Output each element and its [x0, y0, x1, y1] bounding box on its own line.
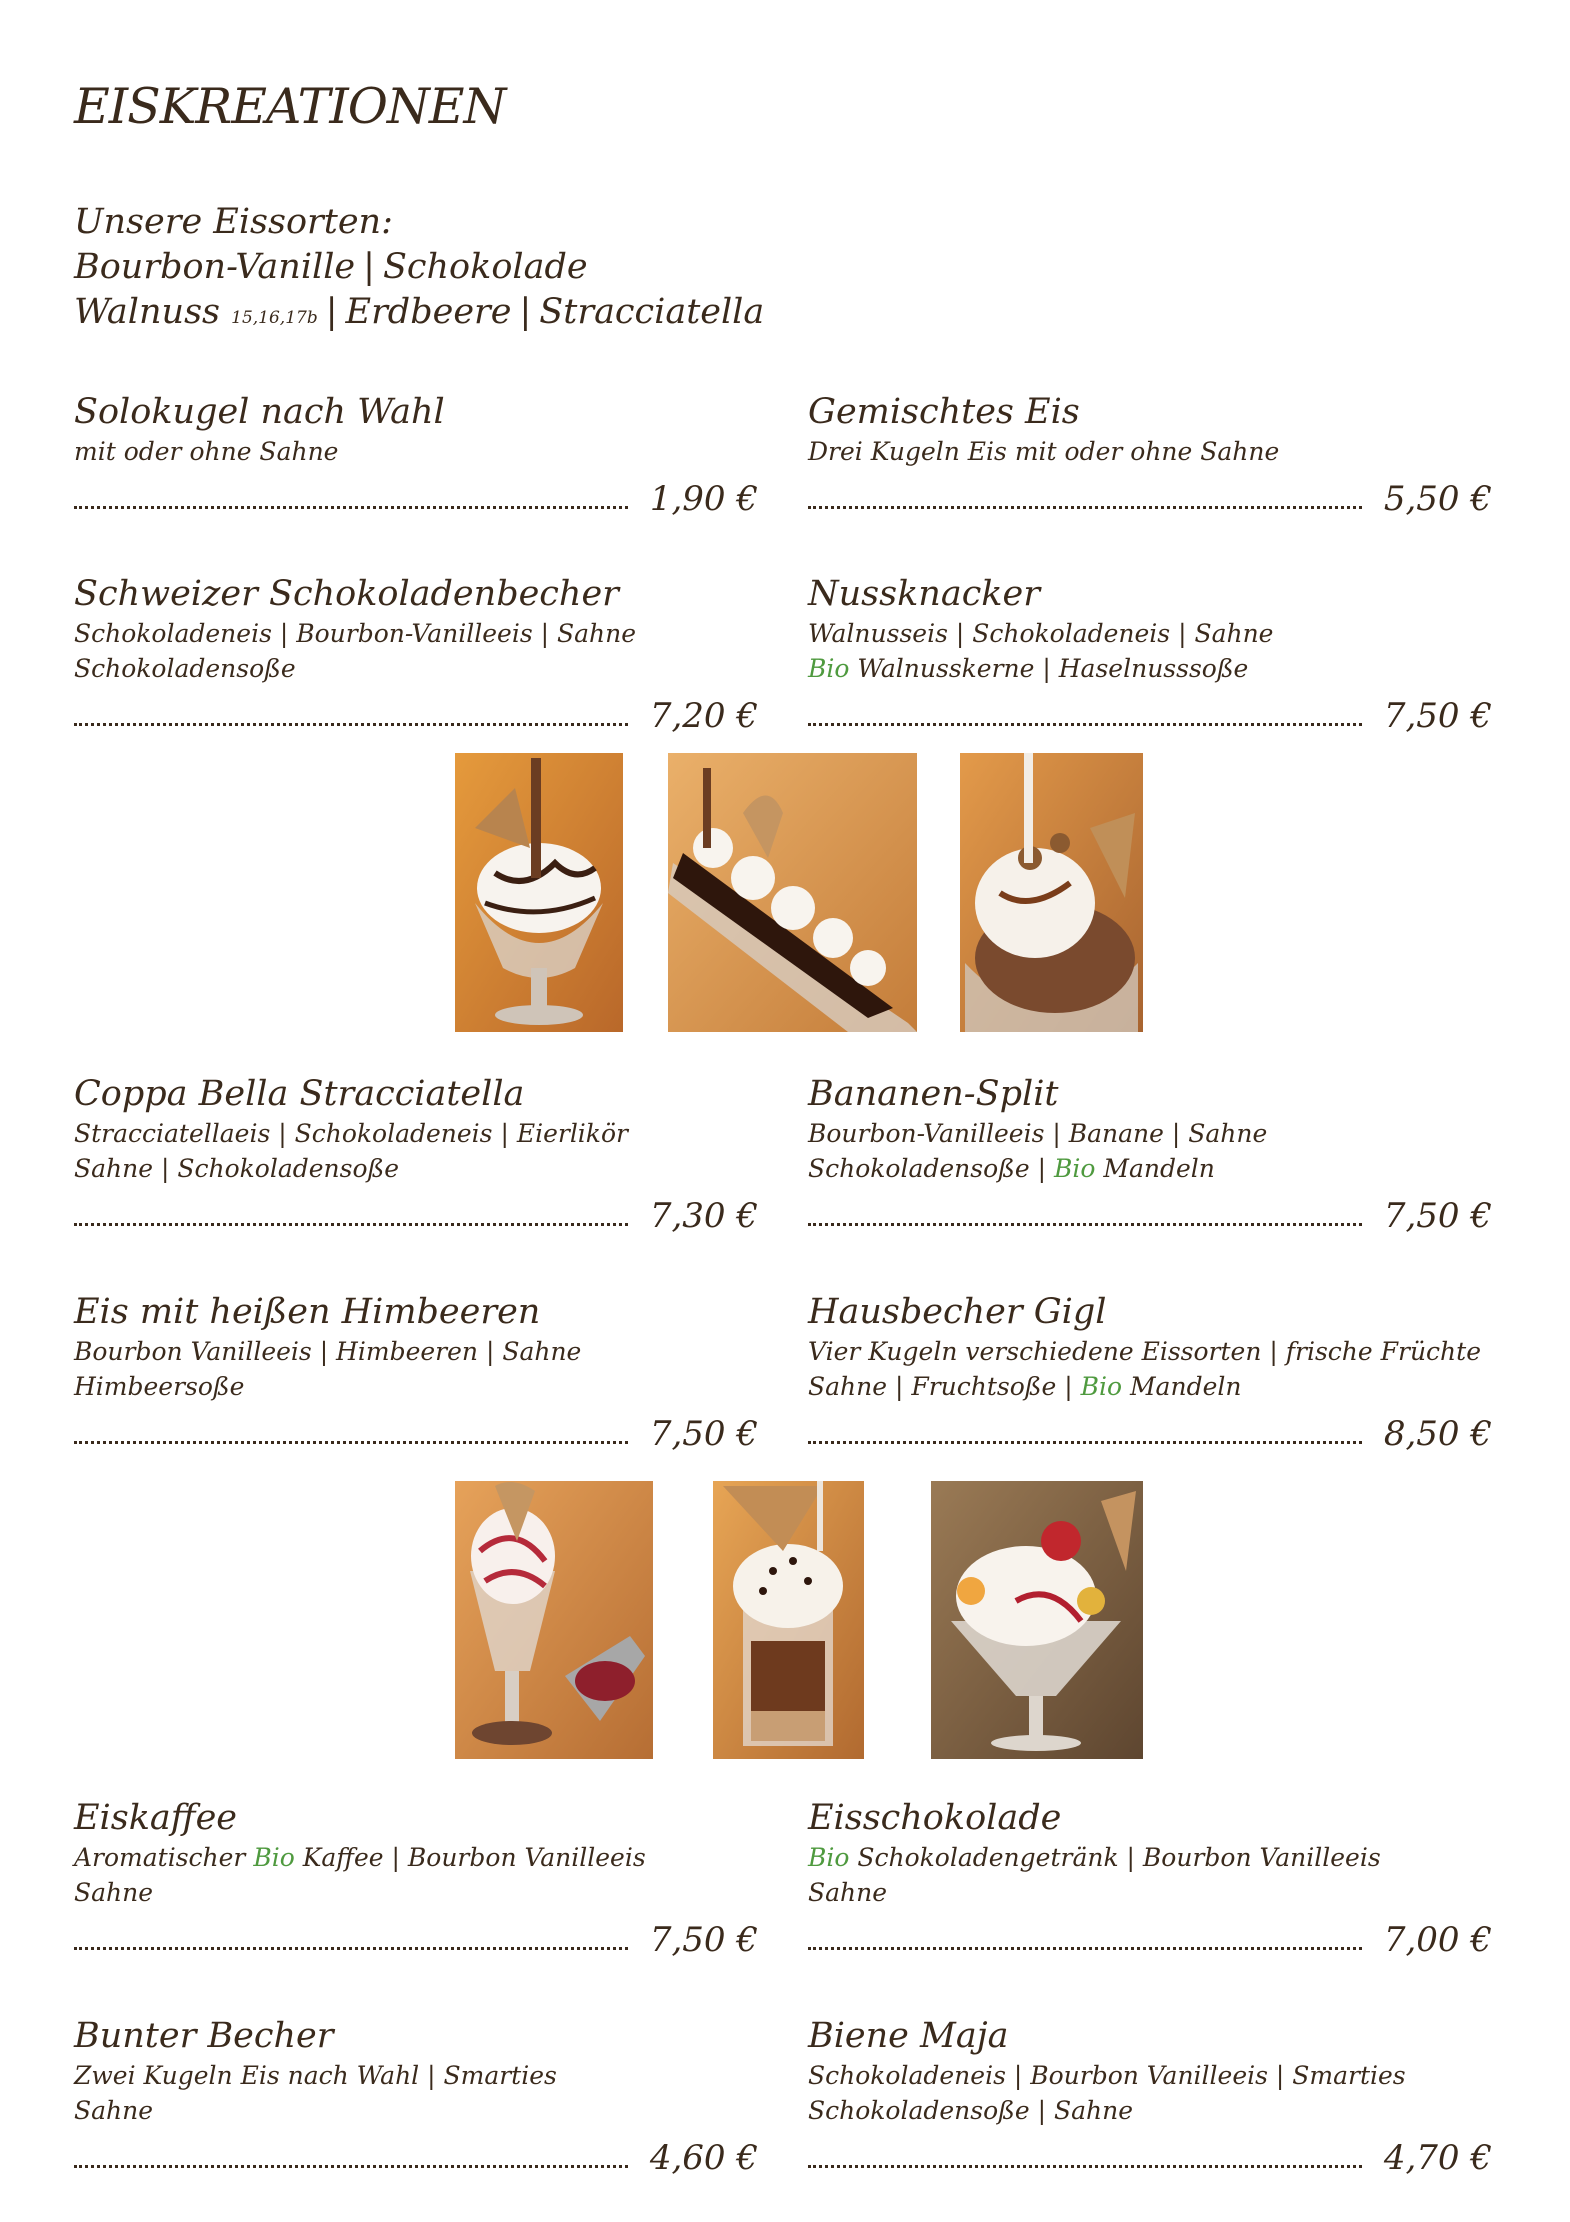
menu-item	[808, 1796, 1492, 1960]
item-description	[74, 1875, 758, 1910]
item-description	[74, 2058, 758, 2093]
description-text: Walnusseis | Schokoladeneis | Sahne	[808, 619, 1274, 648]
item-price: 5,50 €	[1383, 479, 1492, 519]
item-description	[74, 1369, 758, 1404]
item-price: 7,50 €	[649, 1920, 758, 1960]
dot-leader	[808, 723, 1362, 726]
flavor-walnuss: Walnuss	[74, 292, 220, 332]
item-description	[808, 2093, 1492, 2128]
description-text: Zwei Kugeln Eis nach Wahl | Smarties	[74, 2061, 557, 2090]
description-text: Walnusskerne | Haselnusssoße	[849, 654, 1249, 683]
item-description	[808, 2058, 1492, 2093]
menu-item	[808, 1072, 1492, 1236]
item-price: 7,50 €	[1383, 696, 1492, 736]
menu-item	[74, 1796, 758, 1960]
price-row	[808, 475, 1492, 519]
description-text: Schokoladensoße | Sahne	[808, 2096, 1133, 2125]
description-text: Sahne | Fruchtsoße |	[808, 1372, 1081, 1401]
description-text: Drei Kugeln Eis mit oder ohne Sahne	[808, 437, 1280, 466]
description-text: Sahne | Schokoladensoße	[74, 1154, 399, 1183]
item-name: Bananen-Split	[808, 1074, 1059, 1114]
dot-leader	[808, 1947, 1362, 1950]
menu-item	[74, 390, 758, 519]
dot-leader	[74, 1947, 628, 1950]
description-text: Bourbon Vanilleeis | Himbeeren | Sahne	[74, 1337, 582, 1366]
price-row	[808, 1916, 1492, 1960]
price-row	[808, 1192, 1492, 1236]
price-row	[74, 2134, 758, 2178]
sundae-photo-schokoladenbecher	[455, 753, 623, 1032]
bio-label: Bio	[1080, 1372, 1123, 1401]
item-name: Eisschokolade	[808, 1798, 1062, 1838]
item-description	[808, 616, 1492, 651]
menu-item	[808, 572, 1492, 736]
item-name: Bunter Becher	[74, 2016, 334, 2056]
flavor-separator: |	[363, 247, 375, 287]
item-price: 7,20 €	[649, 696, 758, 736]
bio-label: Bio	[808, 654, 850, 683]
item-description	[74, 1151, 758, 1186]
flavor-separator: |	[519, 292, 532, 332]
item-name: Eiskaffee	[74, 1798, 238, 1838]
menu-item	[808, 2014, 1492, 2178]
item-description	[808, 651, 1492, 686]
item-price: 7,50 €	[1383, 1196, 1492, 1236]
bio-label: Bio	[253, 1843, 295, 1872]
description-text: Vier Kugeln verschiedene Eissorten | frische Früchte	[808, 1337, 1481, 1366]
dot-leader	[808, 1223, 1362, 1226]
item-name: Biene Maja	[808, 2016, 1009, 2056]
menu-item	[808, 1290, 1492, 1454]
flavor-schokolade: Schokolade	[382, 247, 588, 287]
price-row	[808, 1410, 1492, 1454]
flavor-line-2	[74, 290, 764, 341]
item-description	[808, 1369, 1492, 1404]
item-name: Coppa Bella Stracciatella	[74, 1074, 525, 1114]
menu-item	[74, 2014, 758, 2178]
description-text: Aromatischer	[74, 1843, 254, 1872]
item-price: 4,70 €	[1383, 2138, 1492, 2178]
item-description	[808, 1151, 1492, 1186]
allergen-codes: 15,16,17b	[231, 308, 318, 328]
item-description	[808, 1875, 1492, 1910]
price-row	[808, 692, 1492, 736]
item-description	[808, 1334, 1492, 1369]
dot-leader	[74, 1223, 628, 1226]
description-text: Schokoladensoße	[74, 654, 296, 683]
description-text: mit oder ohne Sahne	[74, 437, 339, 466]
price-row	[74, 1410, 758, 1454]
item-description	[808, 1840, 1492, 1875]
dot-leader	[808, 506, 1362, 509]
sundae-photo-bananen-split	[668, 753, 917, 1032]
description-text: Himbeersoße	[74, 1372, 245, 1401]
item-description	[74, 651, 758, 686]
description-text: Schokoladeneis | Bourbon-Vanilleeis | Sahne	[74, 619, 636, 648]
item-description	[74, 2093, 758, 2128]
bio-label: Bio	[1053, 1154, 1096, 1183]
flavor-stracciatella: Stracciatella	[539, 292, 765, 332]
item-description	[74, 1334, 758, 1369]
flavor-bourbon-vanille: Bourbon-Vanille	[74, 247, 356, 287]
item-name: Eis mit heißen Himbeeren	[74, 1292, 541, 1332]
item-price: 1,90 €	[649, 479, 758, 519]
flavor-separator: |	[325, 292, 338, 332]
dot-leader	[808, 1441, 1362, 1444]
item-price: 7,00 €	[1383, 1920, 1492, 1960]
dot-leader	[74, 2165, 628, 2168]
menu-item	[74, 572, 758, 736]
sundae-photo-nussknacker	[960, 753, 1143, 1032]
description-text: Mandeln	[1122, 1372, 1242, 1401]
dot-leader	[74, 723, 628, 726]
item-description	[74, 616, 758, 651]
description-text: Schokoladeneis | Bourbon Vanilleeis | Smarties	[808, 2061, 1406, 2090]
item-description	[808, 1116, 1492, 1151]
sundae-photo-hausbecher-gigl	[931, 1481, 1143, 1759]
price-row	[74, 1916, 758, 1960]
description-text: Sahne	[74, 1878, 154, 1907]
sundae-photo-eiskaffee	[713, 1481, 864, 1759]
sundae-photo-heisse-himbeeren	[455, 1481, 653, 1759]
description-text: Bourbon-Vanilleeis | Banane | Sahne	[808, 1119, 1268, 1148]
price-row	[74, 692, 758, 736]
item-description	[74, 1840, 758, 1875]
description-text: Sahne	[808, 1878, 888, 1907]
item-description	[808, 434, 1492, 469]
price-row	[808, 2134, 1492, 2178]
item-name: Nussknacker	[808, 574, 1040, 614]
price-row	[74, 1192, 758, 1236]
menu-item	[74, 1290, 758, 1454]
item-description	[74, 1116, 758, 1151]
dot-leader	[74, 506, 628, 509]
dot-leader	[808, 2165, 1362, 2168]
bio-label: Bio	[808, 1843, 850, 1872]
flavor-heading: Unsere Eissorten:	[74, 202, 393, 242]
flavor-list	[74, 200, 764, 341]
menu-item	[808, 390, 1492, 519]
item-name: Gemischtes Eis	[808, 392, 1080, 432]
description-text: Kaffee | Bourbon Vanilleeis	[294, 1843, 646, 1872]
description-text: Schokoladensoße |	[808, 1154, 1054, 1183]
item-price: 7,30 €	[649, 1196, 758, 1236]
item-price: 8,50 €	[1383, 1414, 1492, 1454]
menu-item	[74, 1072, 758, 1236]
description-text: Schokoladengetränk | Bourbon Vanilleeis	[849, 1843, 1381, 1872]
description-text: Mandeln	[1095, 1154, 1215, 1183]
item-name: Hausbecher Gigl	[808, 1292, 1107, 1332]
item-price: 4,60 €	[649, 2138, 758, 2178]
item-description	[74, 434, 758, 469]
dot-leader	[74, 1441, 628, 1444]
item-price: 7,50 €	[649, 1414, 758, 1454]
price-row	[74, 475, 758, 519]
description-text: Sahne	[74, 2096, 154, 2125]
flavor-line-1	[74, 245, 764, 290]
page-title: EISKREATIONEN	[74, 78, 506, 135]
flavor-erdbeere: Erdbeere	[345, 292, 512, 332]
description-text: Stracciatellaeis | Schokoladeneis | Eierlikör	[74, 1119, 628, 1148]
item-name: Solokugel nach Wahl	[74, 392, 445, 432]
item-name: Schweizer Schokoladenbecher	[74, 574, 619, 614]
